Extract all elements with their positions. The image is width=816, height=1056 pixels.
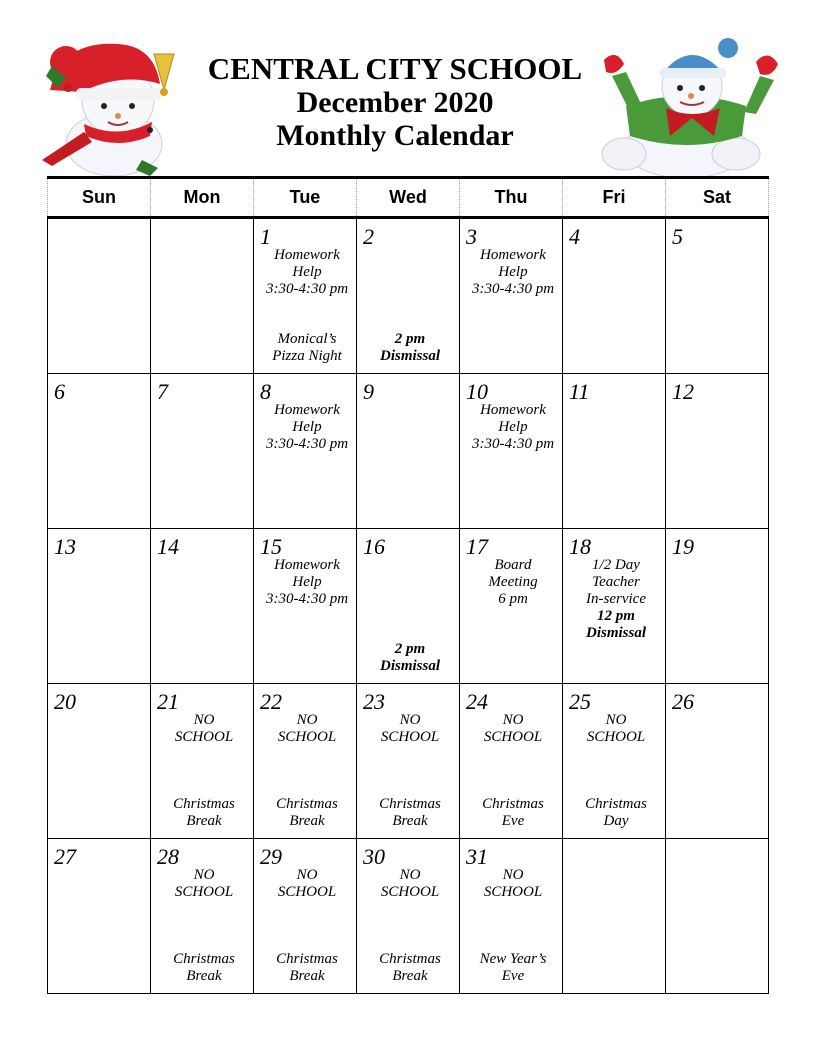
event-text: [151, 867, 253, 901]
day-number: 6: [54, 379, 65, 404]
day-cell: [254, 374, 357, 529]
event-line: NO: [193, 867, 215, 883]
event-footer: [151, 951, 253, 985]
day-number: 2: [363, 224, 374, 249]
day-cell: [151, 374, 254, 529]
day-number: 9: [363, 379, 374, 404]
event-text: [460, 712, 562, 746]
weekday-header-fri: Fri: [562, 179, 665, 216]
event-line: Help: [292, 419, 322, 435]
day-number: 8: [260, 379, 271, 404]
day-cell: [48, 374, 151, 529]
day-number: 23: [363, 689, 385, 714]
day-cell: [666, 529, 769, 684]
event-text: [254, 867, 356, 901]
day-cell: [666, 374, 769, 529]
event-line: Teacher: [592, 574, 640, 590]
weekday-header-wed: Wed: [356, 179, 459, 216]
event-line-bold: Dismissal: [585, 625, 646, 641]
day-number: 14: [157, 534, 179, 559]
event-line: Help: [292, 574, 322, 590]
event-text: [460, 557, 562, 608]
day-cell: [460, 219, 563, 374]
event-text: [357, 867, 459, 901]
day-number: 24: [466, 689, 488, 714]
event-text: [254, 557, 356, 608]
event-line: Homework: [274, 247, 340, 263]
event-line: Break: [186, 968, 222, 984]
event-line: Break: [186, 813, 222, 829]
day-cell: [357, 839, 460, 994]
weekday-header-sun: Sun: [47, 179, 150, 216]
event-footer: [357, 796, 459, 830]
weekday-header-sat: Sat: [665, 179, 769, 216]
weekday-header-mon: Mon: [150, 179, 253, 216]
event-line: SCHOOL: [586, 729, 646, 745]
day-cell: [357, 219, 460, 374]
day-cell: [48, 684, 151, 839]
day-number: 10: [466, 379, 488, 404]
event-line: NO: [502, 712, 524, 728]
event-line: SCHOOL: [380, 884, 440, 900]
event-line: NO: [296, 712, 318, 728]
day-number: 30: [363, 844, 385, 869]
day-cell: [666, 839, 769, 994]
event-line: Board: [494, 557, 532, 573]
event-line: 1/2 Day: [592, 557, 640, 573]
event-line: 3:30-4:30 pm: [471, 281, 555, 297]
day-number: 18: [569, 534, 591, 559]
event-line: Eve: [501, 813, 525, 829]
event-text: [151, 712, 253, 746]
event-line: NO: [296, 867, 318, 883]
event-line: 3:30-4:30 pm: [265, 436, 349, 452]
day-cell: [563, 684, 666, 839]
event-footer: [254, 951, 356, 985]
event-text: [460, 247, 562, 298]
event-line: NO: [502, 867, 524, 883]
event-line: Dismissal: [379, 348, 440, 364]
day-cell: [460, 529, 563, 684]
event-line: Help: [498, 419, 528, 435]
event-footer: [151, 796, 253, 830]
event-line: SCHOOL: [277, 884, 337, 900]
event-text: [563, 712, 665, 746]
event-line: Homework: [274, 402, 340, 418]
day-number: 5: [672, 224, 683, 249]
day-cell: [254, 684, 357, 839]
day-cell: [563, 529, 666, 684]
day-cell: [666, 219, 769, 374]
event-line: NO: [399, 867, 421, 883]
day-number: 1: [260, 224, 271, 249]
event-line: SCHOOL: [174, 884, 234, 900]
day-cell: [254, 529, 357, 684]
day-number: 12: [672, 379, 694, 404]
event-line: Monical’s: [277, 331, 337, 347]
event-line: Christmas: [276, 796, 338, 812]
day-number: 16: [363, 534, 385, 559]
day-number: 25: [569, 689, 591, 714]
event-line: Christmas: [379, 951, 441, 967]
day-number: 31: [466, 844, 488, 869]
day-number: 26: [672, 689, 694, 714]
day-number: 3: [466, 224, 477, 249]
event-line: SCHOOL: [277, 729, 337, 745]
event-footer: [357, 951, 459, 985]
snowman-waving-icon: [596, 36, 782, 178]
day-cell: [666, 684, 769, 839]
event-footer: [357, 641, 459, 675]
day-cell: [563, 839, 666, 994]
event-line: Christmas: [482, 796, 544, 812]
calendar: [47, 176, 769, 994]
event-line: In-service: [586, 591, 646, 607]
weekday-header-tue: Tue: [253, 179, 356, 216]
event-line: Help: [292, 264, 322, 280]
event-text: [460, 867, 562, 901]
day-number: 21: [157, 689, 179, 714]
event-line: SCHOOL: [174, 729, 234, 745]
event-line: Christmas: [379, 796, 441, 812]
event-line: 6 pm: [498, 591, 528, 607]
day-cell: [357, 684, 460, 839]
event-line: Homework: [274, 557, 340, 573]
event-line: SCHOOL: [483, 729, 543, 745]
day-cell: [460, 839, 563, 994]
day-cell: [48, 839, 151, 994]
event-line: 3:30-4:30 pm: [265, 281, 349, 297]
event-line: Break: [289, 968, 325, 984]
day-cell: [357, 374, 460, 529]
day-number: 19: [672, 534, 694, 559]
event-line: NO: [605, 712, 627, 728]
event-footer: [357, 331, 459, 365]
event-line: Day: [603, 813, 629, 829]
event-line: Eve: [501, 968, 525, 984]
event-line: New Year’s: [479, 951, 547, 967]
day-number: 11: [569, 379, 590, 404]
day-cell: [151, 529, 254, 684]
school-name: CENTRAL CITY SCHOOL: [207, 51, 583, 86]
event-text: [357, 712, 459, 746]
event-line: Meeting: [488, 574, 538, 590]
event-line: Christmas: [276, 951, 338, 967]
day-number: 7: [157, 379, 168, 404]
day-number: 4: [569, 224, 580, 249]
calendar-header: [0, 0, 816, 176]
event-line: 3:30-4:30 pm: [471, 436, 555, 452]
calendar-grid: [47, 219, 769, 994]
day-number: 13: [54, 534, 76, 559]
day-cell: [357, 529, 460, 684]
month-year: December 2020: [296, 86, 494, 119]
event-line: SCHOOL: [483, 884, 543, 900]
event-line: NO: [399, 712, 421, 728]
day-number: 17: [466, 534, 488, 559]
day-cell: [151, 839, 254, 994]
day-cell: [48, 529, 151, 684]
event-line: 3:30-4:30 pm: [265, 591, 349, 607]
event-footer: [563, 796, 665, 830]
event-line: 2 pm: [394, 331, 426, 347]
event-line: Break: [392, 813, 428, 829]
event-line: 2 pm: [394, 641, 426, 657]
event-line: Help: [498, 264, 528, 280]
day-number: 29: [260, 844, 282, 869]
event-line: Christmas: [173, 951, 235, 967]
weekday-header-thu: Thu: [459, 179, 562, 216]
event-line: Homework: [480, 402, 546, 418]
day-cell: [254, 839, 357, 994]
event-line-bold: 12 pm: [597, 608, 635, 624]
event-text: [460, 402, 562, 453]
day-cell: [460, 684, 563, 839]
day-cell: [151, 219, 254, 374]
event-footer: [460, 796, 562, 830]
day-number: 27: [54, 844, 76, 869]
event-footer: [254, 796, 356, 830]
event-line: SCHOOL: [380, 729, 440, 745]
day-cell: [151, 684, 254, 839]
event-line: NO: [193, 712, 215, 728]
event-line: Christmas: [585, 796, 647, 812]
event-line: Break: [392, 968, 428, 984]
event-line: Homework: [480, 247, 546, 263]
event-footer: [254, 331, 356, 365]
day-number: 15: [260, 534, 282, 559]
event-line: Christmas: [173, 796, 235, 812]
event-text: [254, 712, 356, 746]
day-cell: [563, 374, 666, 529]
event-line: Pizza Night: [272, 348, 342, 364]
event-footer: [460, 951, 562, 985]
event-line: Break: [289, 813, 325, 829]
event-text: [254, 402, 356, 453]
event-text: [563, 557, 665, 642]
event-text: [254, 247, 356, 298]
day-cell: [48, 219, 151, 374]
day-cell: [460, 374, 563, 529]
weekday-header-row: [47, 179, 769, 216]
day-number: 20: [54, 689, 76, 714]
day-cell: [254, 219, 357, 374]
calendar-title: Monthly Calendar: [276, 119, 514, 152]
day-number: 22: [260, 689, 282, 714]
event-line: Dismissal: [379, 658, 440, 674]
day-cell: [563, 219, 666, 374]
day-number: 28: [157, 844, 179, 869]
